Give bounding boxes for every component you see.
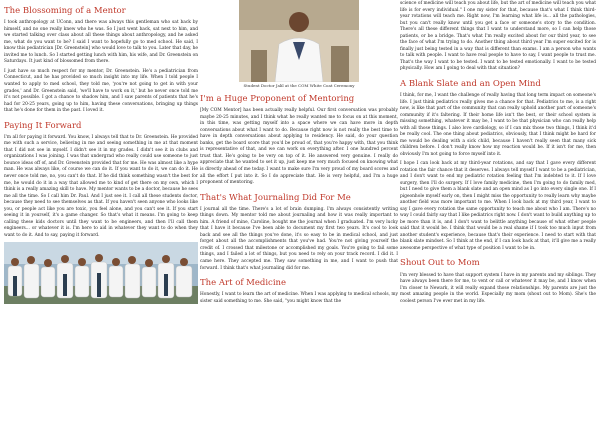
photo-caption: Student Doctor Jalil at the COM White Coat Ceremony [243,83,355,88]
student-doctor-jalil-photo [239,0,359,82]
heading-blank-slate-open-mind: A Blank Slate and an Open Mind [400,78,541,89]
column-1 [4,0,198,304]
paragraph: I just have so much respect for my mentor, Dr. Greenstein. He's a pediatrician from Connecticut, and he has provided so much insight into my life. When I told people I wanted to apply to med school, they told me, 'you're not going to get in with your grades,' and Dr. Greenstein said, 'we'll have to work on it,' but he never once told me it's not possible. I got a chance to shadow him, and I saw parents of patients that he's had for 20-25 years, going up to him, having these conversations, bringing up things that he's done for them in the past. I loved it. [4,68,198,114]
column-3 [400,0,596,308]
heading-paying-it-forward: Paying It Forward [4,120,82,131]
heading-huge-proponent-of-mentoring: I'm a Huge Proponent of Mentoring [200,94,355,104]
paragraph: science of medicine will teach you about life, but the art of medicine will teach you what life is for every individual." I one my sister for that, because that's what I think third-year rotations will teach me. Right now, I'm learning what life is... all the pathologies, but you can't really know until you get a face or someone's story to the condition. There's all these different things that I want to understand more, so I can help those patients, or be a bridge. That's what I'm really excited about for our third year, to see the face of what I'm trying to do. Another thing about third year I'm super excited for is finally just being tested in a way that is different than exams. I am a person who wants to talk with people. I want to have real people to have to say, I want people to trust me. That's the way I want to be tested. I want to be tested emotionally. I want to be tested physically. How am I going to deal with that situation? [400,1,596,72]
paragraph: I journal all the time. There's a lot of brain dumping. I'm always consistently writing things down. My mentor told me about journaling and how it was really important to him. A friend of mine, Caroline, bought me the journal when I graduated. I'm very lucky that I have it because I've been able to document my first two years. It's cool to look back and see all the things you've done, it's so easy to be in medical school, and just forget about all the accomplishments that you've had. You're not giving yourself the credit of. I crossed that milestone or accomplished my goals. You're going to fail some things, and I failed a lot of things, but you need to rely on your track record. I did it. I came here. They accepted me. They saw something in me, and I want to push that forward. I think that's what journaling did for me. [200,206,398,271]
paragraph: I hope I can look back at my third-year rotations, and say that I gave every different rotation the fair chance that it deserves. I always tell myself I want to be a pediatrician, and I don't want to end my pediatric rotation feeling that I'm indebted to it. If I love surgery, then I'll do surgery. If I love family medicine, then I'm going to do family med, but I need to give them a blank slate and an open mind as I go into every single one. If I pigeonhole myself early on, then I might miss the opportunity to really learn why maybe another field was more important to me. When I look back at my third year, I want to say I gave every rotation the same opportunity to teach me about who I am. There's no way I could fairly say that I like pediatrics right now. I don't want to build anything up to be more than it is, and I don't want to belittle anything because of what other people said that it would be. I think that would be a real shame if I took too much input from another student's experience, because that's their experience. I need to start with that blank slate mindset. So I think at the end, if I can look back at that, it'll give me a really awesome perspective of what type of position I want to be in. [400,161,596,251]
heading-shout-out-to-mom: Shout Out to Mom [400,258,480,269]
column-2 [200,0,398,308]
paragraph: Honestly, I want to learn the art of medicine. When I was applying to medical schools, my sister said something to me. She said, "you might know that the [200,292,398,304]
heading-blossoming-of-a-mentor: The Blossoming of a Mentor [4,6,126,16]
paragraph: I took anthropology at UConn, and there was always this gentleman who sat back by himself, and no one really knew who he was. So I just went back, sat next to him, and we started talking over class about all these things about anthropology, and he asked me, what do you want to be? I said I want to hopefully go to med school. He said, I know this pediatrician [Dr. Greenstein] who would love to talk to you. Later that day, he invited me to lunch. So I started getting lunch with him, his wife, and Dr. Greenstein on Saturdays. It just kind of blossomed from there. [4,20,198,65]
heading-art-of-medicine: The Art of Medicine [200,278,287,289]
paragraph: I'm all for paying it forward. You know, I always tell that to Dr. Greenstein. He provided me with such a service, believing in me and seeing something in me at that moment that I did not see in myself. I didn't see it in my grades. I didn't see it in clubs and organizations I was joining. I was that undergrad who really could use someone to just bounce ideas off of, and Dr. Greenstein provided that for me. He was almost like a hype man. He was always like, of course we can do it. If you want to do it, we can do it. He never once told me, no, you can't do that. If he did think something wasn't the best for me, he would do it in a way that allowed me to kind of get there on my own, which I think is a really amazing skill to have. My mentor wants to be a doctor, because he sees me all the time. So I call him Dr. Paul. And I just see it. I call all these students doctor, because they need to see themselves as that. If you haven't seen anyone who looks like you, or people act like you are toxic, you feel alone, and you can't see it. If you start seeing it in yourself, it's a game changer. So that's what it means. I'm going to keep calling these kids doctors until they want to be engineers, and then I'll call them engineers... or whatever it is. I'm here to aid in whatever they want to do when they want to do it. And to say, paying it forward. [4,134,198,238]
paragraph: [My COM Mentor] has been actually really helpful. Our first conversation was probably maybe 20-25 minutes, and I think what he really wanted me to focus on at this moment, in this time, was getting myself into a space where we can have more in depth conversations about what I want to do. Because right now is not really the best time to have in depth conversations about applying to residency. He said, do your question banks, get the board score that you'd be proud of, that you're happy with, that you think is representative of that, and we can work on everything after. I one hundred percent trust that. He's going to be very on top of it. He answered very genuine. I really do appreciate that he wanted to set it up, just keep me very much focused on knowing what is directly ahead of me today. I want to make sure I'm very proud of my board scores and all the effort I put into it. So I do appreciate that. He is very helpful, and I'm a huge proponent of mentoring. [200,108,398,186]
heading-journaling: That's What Journaling Did For Me [200,192,351,203]
paragraph: I'm very blessed to have that support system I have in my parents and my siblings. They have always been there for me, to vent or call or whatever it may be, and I know when I'm closer to Newark, it will really expand those relationships. My parents are just the most amazing people in the world. Especially my mom (shout out to Mom). She's the coolest person I've ever met in my life. [400,272,596,304]
white-coat-ceremony-photo [4,242,198,304]
paragraph: I think, for me, I want the challenge of really having that long term impact on someone's life. I just think pediatrics really gives me a chance for that. Pediatrics to me, is a right now, is like that part of the community that can really uphold another part of someone's community if it's faltering. If their home life isn't the best, or their school system is missing something, whatever it may be, I want to be that physician who can really help with all those things. I also love cardiology, so if I can mix those two things, I think it'd be really cool. The one thing about pediatrics, obviously, that I think might be hard for me would be dealing with a sick child, because I haven't really seen that many sick children before. I don't really know how my reaction would be. If it isn't for me, then obviously I'm not going to force myself into it. [400,93,596,157]
